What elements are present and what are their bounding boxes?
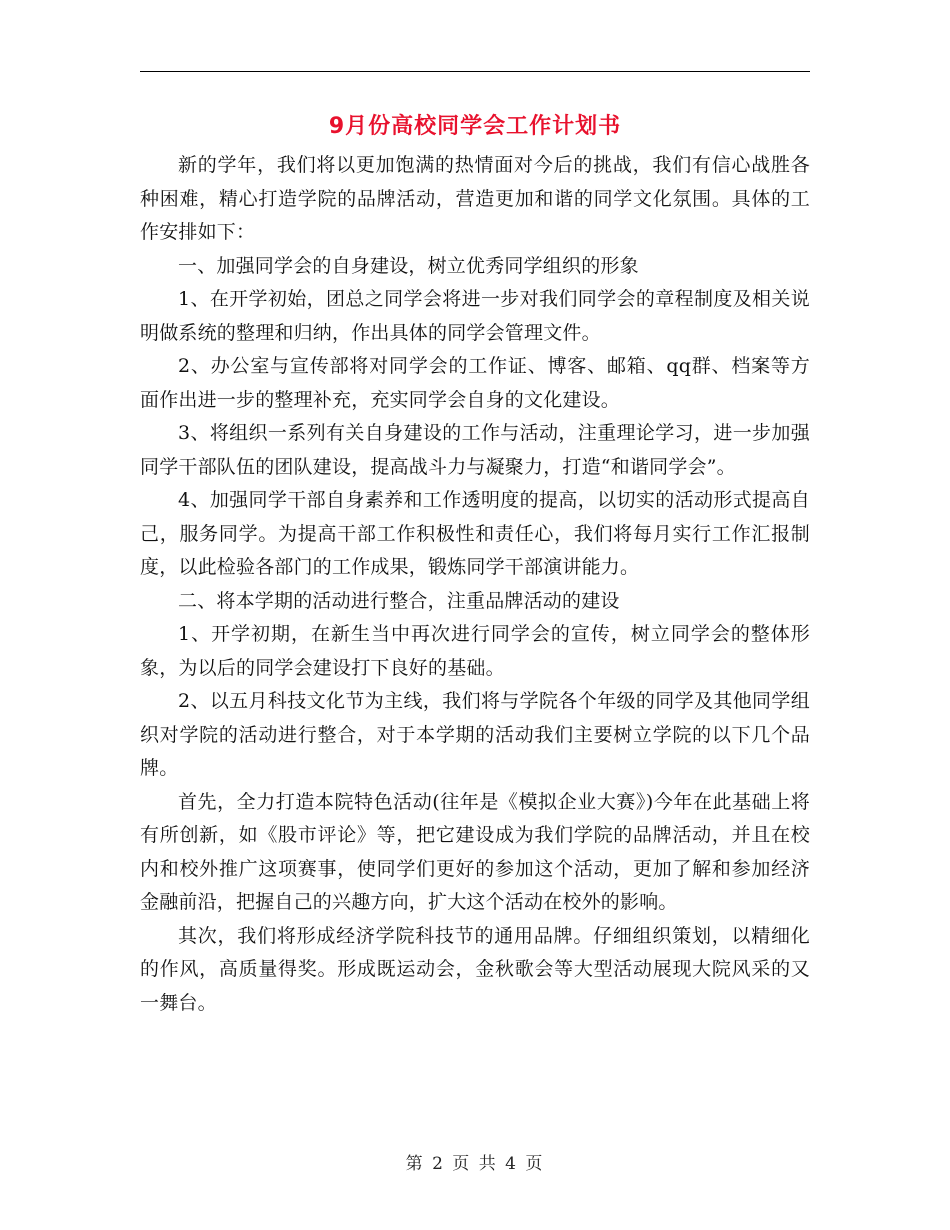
section-heading-1: 一、加强同学会的自身建设，树立优秀同学组织的形象 [178,254,639,277]
paragraph-2-1: 1、开学初期，在新生当中再次进行同学会的宣传，树立同学会的整体形象，为以后的同学会建设打下良好的基础。 [140,623,810,679]
document-body [140,149,810,1020]
paragraph-first: 首先，全力打造本院特色活动(往年是《模拟企业大赛》)今年在此基础上将有所创新，如《股市评论》等，把它建设成为我们学院的品牌活动，并且在校内和校外推广这项赛事，使同学们更好的参加这个活动，更加了解和参加经济金融前沿，把握自己的兴趣方向，扩大这个活动在校外的影响。 [140,790,810,913]
paragraph-second: 其次，我们将形成经济学院科技节的通用品牌。仔细组织策划，以精细化的作风，高质量得奖。形成既运动会，金秋歌会等大型活动展现大院风采的又一舞台。 [140,924,810,1014]
paragraph-2-2: 2、以五月科技文化节为主线，我们将与学院各个年级的同学及其他同学组织对学院的活动进行整合，对于本学期的活动我们主要树立学院的以下几个品牌。 [140,690,810,779]
paragraph-1-3: 3、将组织一系列有关自身建设的工作与活动，注重理论学习，进一步加强同学干部队伍的团队建设，提高战斗力与凝聚力，打造“和谐同学会”。 [140,422,810,478]
paragraph-intro: 新的学年，我们将以更加饱满的热情面对今后的挑战，我们有信心战胜各种困难，精心打造学院的品牌活动，营造更加和谐的同学文化氛围。具体的工作安排如下： [140,154,810,243]
page-footer: 第 2 页 共 4 页 [405,1154,545,1174]
paragraph-1-4: 4、加强同学干部自身素养和工作透明度的提高，以切实的活动形式提高自己，服务同学。为提高干部工作积极性和责任心，我们将每月实行工作汇报制度，以此检验各部门的工作成果，锻炼同学干部演讲能力。 [140,489,810,578]
header-rule [140,71,810,72]
section-heading-2: 二、将本学期的活动进行整合，注重品牌活动的建设 [178,589,620,612]
paragraph-1-2: 2、办公室与宣传部将对同学会的工作证、博客、邮箱、qq群、档案等方面作出进一步的整理补充，充实同学会自身的文化建设。 [140,355,810,411]
document-title: 9月份高校同学会工作计划书 [328,114,622,139]
paragraph-1-1: 1、在开学初始，团总之同学会将进一步对我们同学会的章程制度及相关说明做系统的整理和归纳，作出具体的同学会管理文件。 [140,288,810,344]
